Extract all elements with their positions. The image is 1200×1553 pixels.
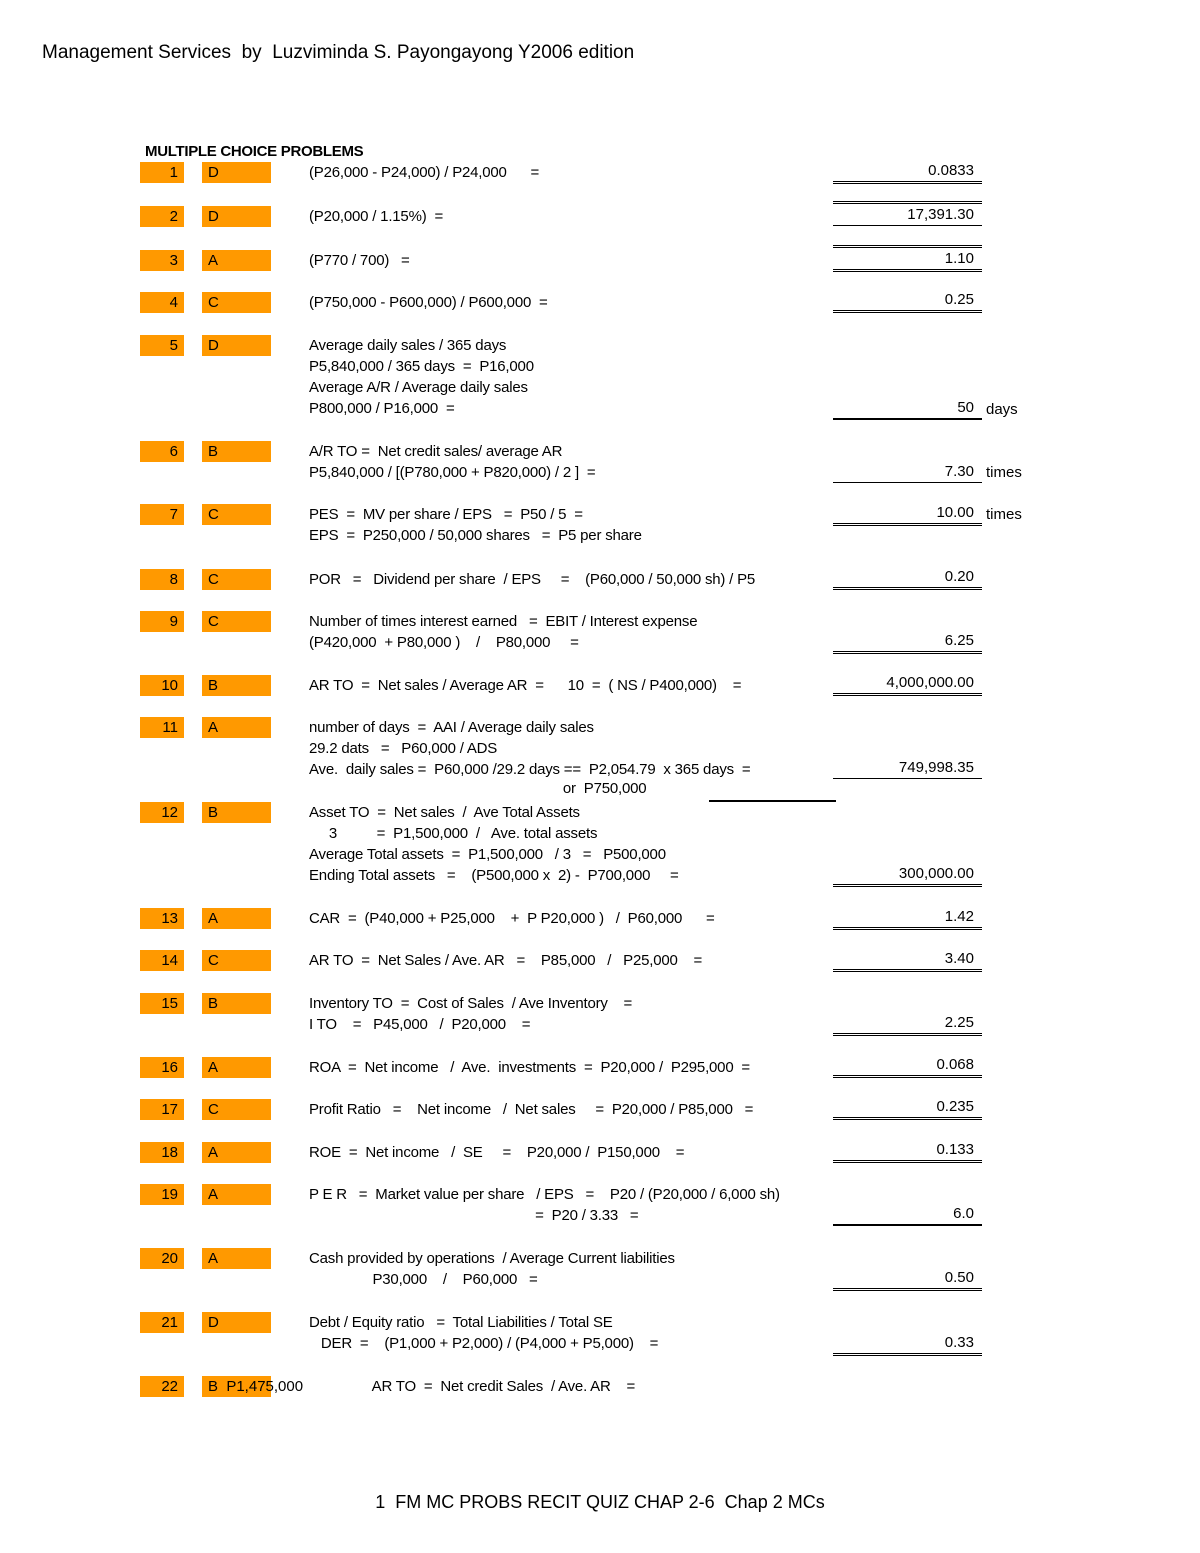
answer-choice: C	[202, 611, 271, 632]
formula-line: A/R TO = Net credit sales/ average AR	[309, 443, 563, 460]
result-value: 300,000.00	[833, 863, 982, 887]
result-value: 7.30	[833, 461, 982, 483]
answer-choice: A	[202, 908, 271, 929]
problem-number: 12	[140, 802, 184, 823]
formula-line: Profit Ratio = Net income / Net sales = P20,000 / P85,000 =	[309, 1101, 754, 1118]
formula-line: Average daily sales / 365 days	[309, 337, 507, 354]
formula-line: (P20,000 / 1.15%) =	[309, 208, 444, 225]
problem-number: 19	[140, 1184, 184, 1205]
formula-line: CAR = (P40,000 + P25,000 + P P20,000 ) / P60,000 =	[309, 910, 715, 927]
answer-choice: A	[202, 1057, 271, 1078]
result-value: 6.0	[833, 1203, 982, 1226]
problem-number: 17	[140, 1099, 184, 1120]
answer-choice: C	[202, 950, 271, 971]
page-footer: 1 FM MC PROBS RECIT QUIZ CHAP 2-6 Chap 2 MCs	[375, 1492, 825, 1512]
formula-line: AR TO = Net Sales / Ave. AR = P85,000 / P25,000 =	[309, 952, 703, 969]
answer-choice: B	[202, 993, 271, 1014]
result-value: 0.068	[833, 1054, 982, 1078]
formula-line: I TO = P45,000 / P20,000 =	[309, 1016, 531, 1033]
problem-number: 18	[140, 1142, 184, 1163]
answer-choice: B	[202, 675, 271, 696]
result-value: 4,000,000.00	[833, 672, 982, 696]
formula-line: Ending Total assets = (P500,000 x 2) - P700,000 =	[309, 867, 679, 884]
formula-line: Average A/R / Average daily sales	[309, 379, 528, 396]
formula-line: number of days = AAI / Average daily sales	[309, 719, 594, 736]
formula-line: Debt / Equity ratio = Total Liabilities / Total SE	[309, 1314, 613, 1331]
formula-line: DER = (P1,000 + P2,000) / (P4,000 + P5,000) =	[309, 1335, 659, 1352]
problem-number: 9	[140, 611, 184, 632]
formula-line: (P770 / 700) =	[309, 252, 410, 269]
answer-choice: A	[202, 1142, 271, 1163]
result-value: 0.20	[833, 566, 982, 590]
section-title: MULTIPLE CHOICE PROBLEMS	[145, 143, 364, 160]
formula-line: POR = Dividend per share / EPS = (P60,000 / 50,000 sh) / P5	[309, 571, 756, 588]
problem-number: 10	[140, 675, 184, 696]
answer-choice: B	[202, 441, 271, 462]
problem-number: 11	[140, 717, 184, 738]
formula-line: P E R = Market value per share / EPS = P20 / (P20,000 / 6,000 sh)	[309, 1186, 780, 1203]
result-unit: times	[986, 506, 1022, 523]
result-value: 749,998.35	[833, 757, 982, 779]
formula-line: Inventory TO = Cost of Sales / Ave Inventory =	[309, 995, 633, 1012]
result-value: 0.33	[833, 1332, 982, 1356]
answer-choice: C	[202, 569, 271, 590]
result-value: 6.25	[833, 630, 982, 654]
answer-choice: A	[202, 1184, 271, 1205]
problem-number: 13	[140, 908, 184, 929]
answer-choice: A	[202, 250, 271, 271]
problem-number: 1	[140, 162, 184, 183]
formula-line: P30,000 / P60,000 =	[309, 1271, 538, 1288]
formula-line: AR TO = Net credit Sales / Ave. AR =	[309, 1378, 636, 1395]
answer-choice: B P1,475,000	[202, 1376, 271, 1397]
formula-line: Ave. daily sales = P60,000 /29.2 days == P2,054.79 x 365 days =	[309, 761, 751, 778]
separator-line	[709, 800, 836, 802]
result-value: 17,391.30	[833, 201, 982, 226]
formula-line: or P750,000	[309, 780, 647, 797]
formula-line: 3 = P1,500,000 / Ave. total assets	[309, 825, 598, 842]
formula-line: ROE = Net income / SE = P20,000 / P150,000 =	[309, 1144, 685, 1161]
result-value: 2.25	[833, 1012, 982, 1036]
answer-choice: D	[202, 162, 271, 183]
problem-number: 3	[140, 250, 184, 271]
result-value: 50	[833, 397, 982, 420]
problem-number: 5	[140, 335, 184, 356]
problem-number: 4	[140, 292, 184, 313]
formula-line: Number of times interest earned = EBIT / Interest expense	[309, 613, 698, 630]
answer-choice: A	[202, 1248, 271, 1269]
problem-number: 14	[140, 950, 184, 971]
formula-line: EPS = P250,000 / 50,000 shares = P5 per share	[309, 527, 642, 544]
answer-choice: C	[202, 1099, 271, 1120]
result-value: 0.0833	[833, 160, 982, 184]
formula-line: (P26,000 - P24,000) / P24,000 =	[309, 164, 540, 181]
problem-number: 7	[140, 504, 184, 525]
problem-number: 15	[140, 993, 184, 1014]
result-value: 0.50	[833, 1267, 982, 1291]
result-value: 10.00	[833, 502, 982, 526]
formula-line: Cash provided by operations / Average Current liabilities	[309, 1250, 675, 1267]
formula-line: Asset TO = Net sales / Ave Total Assets	[309, 804, 580, 821]
result-unit: times	[986, 464, 1022, 481]
formula-line: (P750,000 - P600,000) / P600,000 =	[309, 294, 548, 311]
problem-number: 6	[140, 441, 184, 462]
formula-line: ROA = Net income / Ave. investments = P20,000 / P295,000 =	[309, 1059, 750, 1076]
answer-choice: C	[202, 292, 271, 313]
formula-line: 29.2 dats = P60,000 / ADS	[309, 740, 498, 757]
result-value: 3.40	[833, 948, 982, 972]
formula-line: P5,840,000 / 365 days = P16,000	[309, 358, 534, 375]
result-unit: days	[986, 401, 1018, 418]
answer-choice: D	[202, 206, 271, 227]
formula-line: (P420,000 + P80,000 ) / P80,000 =	[309, 634, 579, 651]
result-value: 0.133	[833, 1139, 982, 1163]
answer-choice: A	[202, 717, 271, 738]
problem-number: 8	[140, 569, 184, 590]
answer-choice: B	[202, 802, 271, 823]
answer-choice: C	[202, 504, 271, 525]
formula-line: Average Total assets = P1,500,000 / 3 = P500,000	[309, 846, 666, 863]
problem-number: 22	[140, 1376, 184, 1397]
formula-line: = P20 / 3.33 =	[309, 1207, 639, 1224]
problem-number: 21	[140, 1312, 184, 1333]
formula-line: P5,840,000 / [(P780,000 + P820,000) / 2 ] =	[309, 464, 596, 481]
page-header: Management Services by Luzviminda S. Payongayong Y2006 edition	[42, 42, 635, 63]
result-value: 0.25	[833, 289, 982, 313]
result-value: 1.42	[833, 906, 982, 930]
result-value: 0.235	[833, 1096, 982, 1120]
problem-number: 20	[140, 1248, 184, 1269]
problem-number: 2	[140, 206, 184, 227]
formula-line: PES = MV per share / EPS = P50 / 5 =	[309, 506, 583, 523]
result-value: 1.10	[833, 245, 982, 272]
formula-line: P800,000 / P16,000 =	[309, 400, 455, 417]
problem-number: 16	[140, 1057, 184, 1078]
answer-choice: D	[202, 1312, 271, 1333]
answer-choice: D	[202, 335, 271, 356]
formula-line: AR TO = Net sales / Average AR = 10 = ( NS / P400,000) =	[309, 677, 742, 694]
